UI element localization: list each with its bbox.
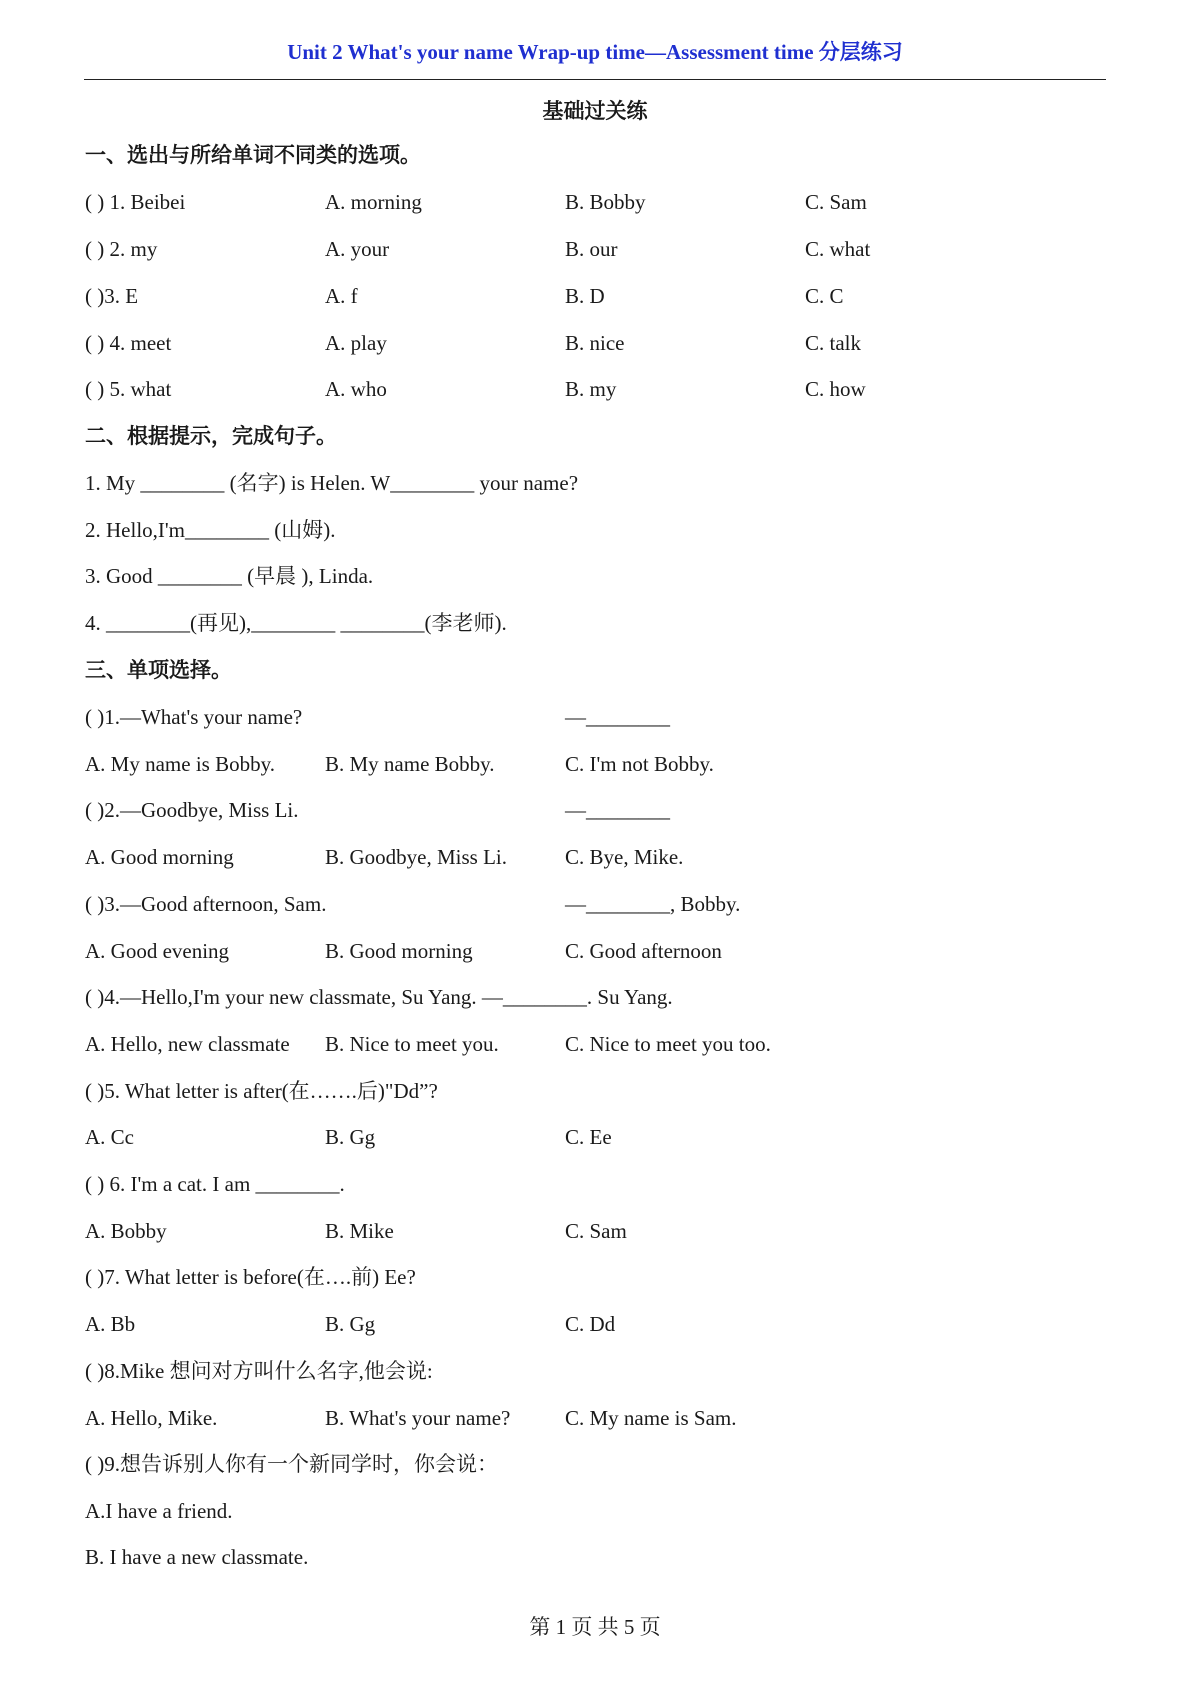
question-stem: ( ) 1. Beibei — [85, 190, 186, 214]
option-b: B. Nice to meet you. — [325, 1032, 499, 1056]
question-stem: ( )2.—Goodbye, Miss Li. — [85, 798, 299, 822]
header-divider — [84, 79, 1106, 80]
option-a: A. Bobby — [85, 1219, 167, 1243]
part3-heading: 三、单项选择。 — [85, 658, 232, 682]
option-c: C. Dd — [565, 1312, 616, 1336]
option-b: B. Mike — [325, 1219, 394, 1243]
option-a: A. Good evening — [85, 939, 230, 963]
option-b: B. What's your name? — [325, 1406, 511, 1430]
option-c: C. My name is Sam. — [565, 1406, 737, 1430]
option-c: C. Sam — [565, 1219, 627, 1243]
answer-blank: —________ — [565, 798, 670, 822]
option-b: B. nice — [565, 331, 625, 355]
option-c: C. C — [805, 284, 844, 308]
question-stem: ( )9.想告诉别人你有一个新同学时，你会说： — [85, 1452, 498, 1476]
option-a: A. who — [325, 377, 387, 401]
option-a: A. Hello, Mike. — [85, 1406, 218, 1430]
section-title: 基础过关练 — [542, 99, 648, 123]
question-stem: ( )5. What letter is after(在…….后)"Dd”? — [85, 1079, 438, 1103]
part2-sentence: 1. My ________ (名字) is Helen. W________ your name? — [85, 471, 579, 495]
page-number: 第 1 页 共 5 页 — [529, 1615, 661, 1639]
question-stem: ( )3. E — [85, 284, 139, 308]
option-c: C. Sam — [805, 190, 867, 214]
option-c: C. Nice to meet you too. — [565, 1032, 771, 1056]
question-stem: ( ) 5. what — [85, 377, 172, 401]
option-a: A. Cc — [85, 1125, 134, 1149]
option-b: B. Goodbye, Miss Li. — [325, 845, 508, 869]
option-a: A. play — [325, 331, 387, 355]
option-a: A. morning — [325, 190, 422, 214]
option-b: B. Bobby — [565, 190, 646, 214]
part2-sentence: 3. Good ________ (早晨 ), Linda. — [85, 564, 374, 588]
option-c: C. I'm not Bobby. — [565, 752, 714, 776]
question-stem: ( )4.—Hello,I'm your new classmate, Su Yang. —________. Su Yang. — [85, 985, 673, 1009]
part3-option-line: B. I have a new classmate. — [85, 1545, 309, 1569]
option-a: A. Good morning — [85, 845, 234, 869]
option-a: A. f — [325, 284, 358, 308]
document-header-title: Unit 2 What's your name Wrap-up time—Assessment time 分层练习 — [287, 40, 903, 64]
answer-blank: —________ — [565, 705, 670, 729]
question-stem: ( ) 4. meet — [85, 331, 172, 355]
question-stem: ( )8.Mike 想问对方叫什么名字,他会说: — [85, 1359, 433, 1383]
option-a: A. Hello, new classmate — [85, 1032, 290, 1056]
option-b: B. D — [565, 284, 605, 308]
option-b: B. Gg — [325, 1125, 376, 1149]
part2-heading: 二、根据提示，完成句子。 — [85, 424, 337, 448]
option-c: C. Bye, Mike. — [565, 845, 684, 869]
part2-sentence: 4. ________(再见),________ ________(李老师). — [85, 611, 507, 635]
option-c: C. what — [805, 237, 871, 261]
question-stem: ( ) 6. I'm a cat. I am ________. — [85, 1172, 345, 1196]
option-a: A. your — [325, 237, 390, 261]
option-c: C. Ee — [565, 1125, 612, 1149]
option-b: B. our — [565, 237, 618, 261]
question-stem: ( ) 2. my — [85, 237, 158, 261]
option-b: B. Good morning — [325, 939, 473, 963]
answer-blank: —________, Bobby. — [565, 892, 741, 916]
part2-sentence: 2. Hello,I'm________ (山姆). — [85, 518, 336, 542]
part1-heading: 一、选出与所给单词不同类的选项。 — [85, 143, 421, 167]
option-b: B. Gg — [325, 1312, 376, 1336]
question-stem: ( )1.—What's your name? — [85, 705, 303, 729]
question-stem: ( )7. What letter is before(在….前) Ee? — [85, 1265, 416, 1289]
option-b: B. my — [565, 377, 617, 401]
option-c: C. how — [805, 377, 866, 401]
option-a: A. Bb — [85, 1312, 136, 1336]
option-a: A. My name is Bobby. — [85, 752, 275, 776]
option-c: C. Good afternoon — [565, 939, 722, 963]
option-c: C. talk — [805, 331, 861, 355]
question-stem: ( )3.—Good afternoon, Sam. — [85, 892, 327, 916]
option-b: B. My name Bobby. — [325, 752, 495, 776]
part3-option-line: A.I have a friend. — [85, 1499, 233, 1523]
